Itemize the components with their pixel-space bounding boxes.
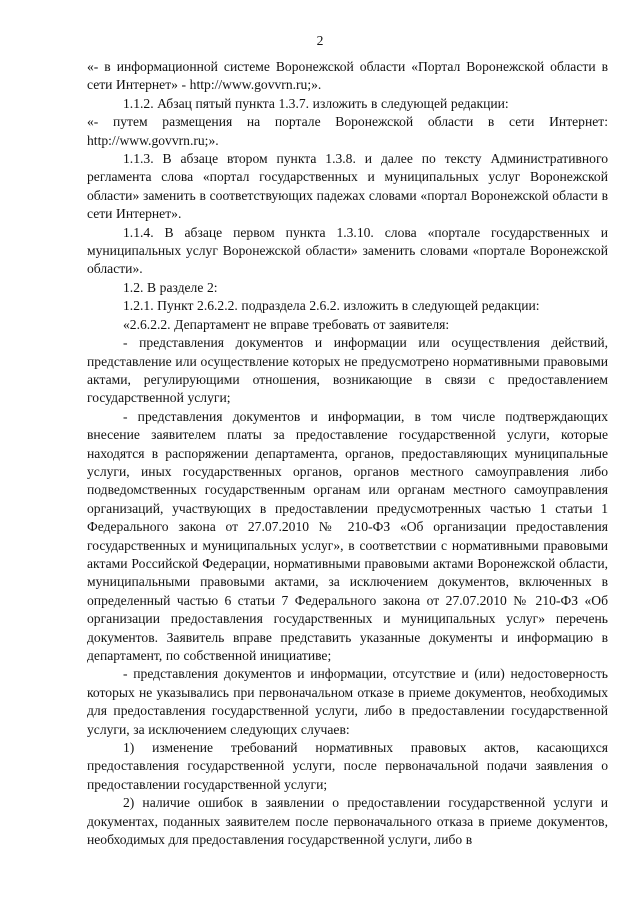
paragraph-1-1-3: 1.1.3. В абзаце втором пункта 1.3.8. и далее по тексту Административного регламента слова «портал государственных и муниципальных услуг Воронежской области» заменить в соответствующих падежах словами «портал Воронежской области в сети Интернет». — [87, 151, 608, 222]
paragraph-2-6-2-2: «2.6.2.2. Департамент не вправе требовать от заявителя: — [123, 316, 450, 332]
paragraph-requirement-documents: - представления документов и информации, в том числе подтверждающих внесение заявителем платы за предоставление государственной услуги, которые находятся в распоряжении департамента, органов, предоставляющих муниципальные услуги, иных государственных органов, органов местного самоуправления либо подведомственных государственным органам или органам местного самоуправления организаций, участвующих в предоставлении предусмотренных частью 1 статьи 1 Федерального закона от 27.07.2010 № 210-ФЗ «Об организации предоставления государственных и муниципальных услуг», в соответствии с нормативными правовыми актами Российской Федерации, нормативными правовыми актами Воронежской области, муниципальными правовыми актами, за исключением документов, включенных в определенный частью 6 статьи 7 Федерального закона от 27.07.2010 № 210-ФЗ «Об организации предоставления государственных и муниципальных услуг» перечень документов. Заявитель вправе представить указанные документы и информацию в департамент, по собственной инициативе; — [87, 408, 608, 663]
document-body — [87, 58, 608, 849]
paragraph-requirement-actions: - представления документов и информации или осуществления действий, представление или осуществление которых не предусмотрено нормативными правовыми актами, регулирующими отношения, возникающие в связи с предоставлением государственной услуги; — [87, 335, 608, 406]
page-number: 2 — [316, 33, 324, 48]
paragraph-1-1-2: 1.1.2. Абзац пятый пункта 1.3.7. изложить в следующей редакции: — [123, 95, 509, 111]
paragraph-case-2: 2) наличие ошибок в заявлении о предоставлении государственной услуги и документах, поданных заявителем после первоначального отказа в приеме документов, необходимых для предоставления государственной услуги, либо в — [87, 795, 608, 848]
paragraph-case-1: 1) изменение требований нормативных правовых актов, касающихся предоставления государственной услуги, после первоначальной подачи заявления о предоставлении государственной услуги; — [87, 740, 608, 792]
paragraph-1-2-1: 1.2.1. Пункт 2.6.2.2. подраздела 2.6.2. изложить в следующей редакции: — [123, 298, 540, 314]
paragraph-1-2: 1.2. В разделе 2: — [123, 279, 218, 295]
paragraph-requirement-refusal: - представления документов и информации, отсутствие и (или) недостоверность которых не указывались при первоначальном отказе в приеме документов, необходимых для предоставления государственной услуги, либо в предоставлении государственной услуги, за исключением следующих случаев: — [87, 666, 608, 737]
paragraph-portal-placement: «- путем размещения на портале Воронежской области в сети Интернет: http://www.govvrn.ru;». — [87, 114, 608, 148]
paragraph-portal-info-system: «- в информационной системе Воронежской области «Портал Воронежской области в сети Интернет» - http://www.govvrn.ru;». — [87, 59, 608, 93]
paragraph-1-1-4: 1.1.4. В абзаце первом пункта 1.3.10. слова «портале государственных и муниципальных услуг Воронежской области» заменить словами «портале Воронежской области». — [87, 224, 608, 277]
